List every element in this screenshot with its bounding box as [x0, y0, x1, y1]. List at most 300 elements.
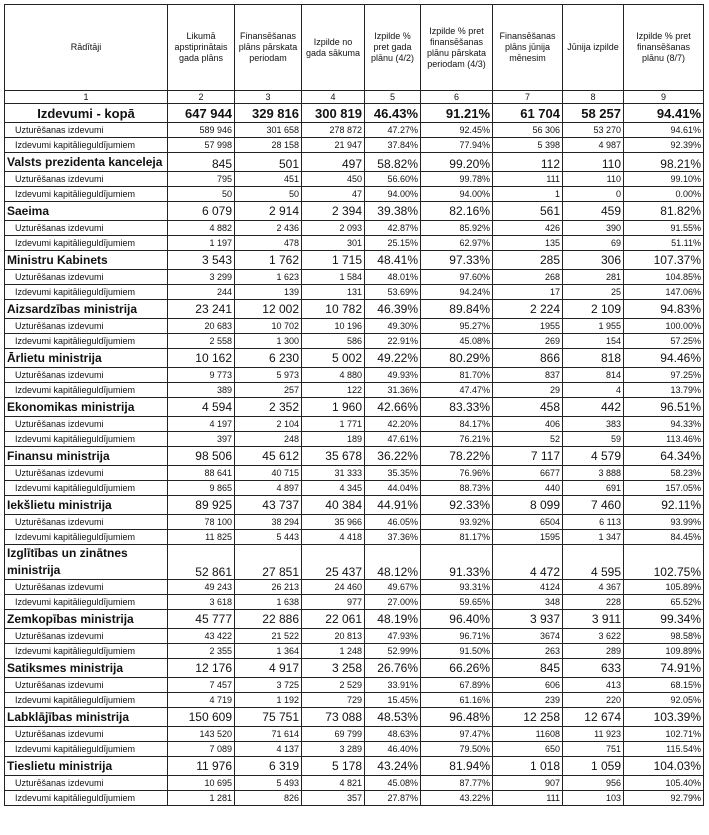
table-row-sub — [5, 319, 704, 334]
table-cell: 4 345 — [302, 481, 365, 496]
table-cell: 1 — [493, 187, 563, 202]
row-label: Uzturēšanas izdevumi — [5, 629, 168, 644]
table-cell: 65.52% — [624, 595, 704, 610]
table-cell: 4 197 — [168, 417, 235, 432]
table-cell: 110 — [563, 153, 624, 172]
table-cell: 43 737 — [235, 496, 302, 515]
row-label: Tieslietu ministrija — [5, 757, 168, 776]
header-cell: Finansēšanas plāns jūnija mēnesim — [493, 5, 563, 91]
table-cell: 244 — [168, 285, 235, 300]
table-cell: 5 493 — [235, 776, 302, 791]
table-cell: 8 099 — [493, 496, 563, 515]
column-number: 1 — [5, 91, 168, 104]
table-cell: 93.92% — [421, 515, 493, 530]
table-row-sub — [5, 172, 704, 187]
table-cell: 907 — [493, 776, 563, 791]
table-cell: 77.94% — [421, 138, 493, 153]
table-cell: 4 821 — [302, 776, 365, 791]
table-cell: 845 — [493, 659, 563, 678]
table-cell: 42.87% — [365, 221, 421, 236]
table-cell: 62.97% — [421, 236, 493, 251]
table-cell: 1 347 — [563, 530, 624, 545]
table-cell: 94.46% — [624, 349, 704, 368]
table-cell: 110 — [563, 172, 624, 187]
table-cell: 98.21% — [624, 153, 704, 172]
row-label: Izdevumi kapitālieguldījumiem — [5, 595, 168, 610]
table-cell: 269 — [493, 334, 563, 349]
table-cell: 45 777 — [168, 610, 235, 629]
table-cell: 69 — [563, 236, 624, 251]
table-cell: 729 — [302, 693, 365, 708]
table-cell: 94.41% — [624, 104, 704, 123]
table-cell: 12 674 — [563, 708, 624, 727]
table-row-sub — [5, 742, 704, 757]
table-row-group — [5, 349, 704, 368]
table-cell: 15.45% — [365, 693, 421, 708]
table-cell: 3 543 — [168, 251, 235, 270]
table-row-sub — [5, 417, 704, 432]
row-label: Uzturēšanas izdevumi — [5, 515, 168, 530]
table-cell: 1 638 — [235, 595, 302, 610]
table-cell: 95.27% — [421, 319, 493, 334]
table-cell: 826 — [235, 791, 302, 806]
table-cell: 1 281 — [168, 791, 235, 806]
table-row-sub — [5, 123, 704, 138]
table-cell: 71 614 — [235, 727, 302, 742]
table-cell: 4 — [563, 383, 624, 398]
table-cell: 956 — [563, 776, 624, 791]
table-row-sub — [5, 776, 704, 791]
table-cell: 5 443 — [235, 530, 302, 545]
row-label: Izdevumi kapitālieguldījumiem — [5, 236, 168, 251]
table-cell: 73 088 — [302, 708, 365, 727]
table-cell: 104.85% — [624, 270, 704, 285]
table-cell: 103 — [563, 791, 624, 806]
header-cell: Jūnija izpilde — [563, 5, 624, 91]
table-cell: 78.22% — [421, 447, 493, 466]
table-cell: 3 289 — [302, 742, 365, 757]
table-cell: 46.39% — [365, 300, 421, 319]
table-cell: 49.30% — [365, 319, 421, 334]
table-row-sub — [5, 221, 704, 236]
table-cell: 87.77% — [421, 776, 493, 791]
row-label: Izdevumi kapitālieguldījumiem — [5, 285, 168, 300]
row-label: Uzturēšanas izdevumi — [5, 417, 168, 432]
table-cell: 105.89% — [624, 580, 704, 595]
table-cell: 38 294 — [235, 515, 302, 530]
table-cell: 48.19% — [365, 610, 421, 629]
table-cell: 111 — [493, 791, 563, 806]
table-cell: 21 947 — [302, 138, 365, 153]
table-cell: 37.36% — [365, 530, 421, 545]
table-cell: 189 — [302, 432, 365, 447]
table-cell: 92.05% — [624, 693, 704, 708]
table-cell: 301 — [302, 236, 365, 251]
table-cell: 4124 — [493, 580, 563, 595]
table-cell: 1 955 — [563, 319, 624, 334]
table-cell: 4 594 — [168, 398, 235, 417]
table-cell: 561 — [493, 202, 563, 221]
table-cell: 3 618 — [168, 595, 235, 610]
table-cell: 97.47% — [421, 727, 493, 742]
table-cell: 85.92% — [421, 221, 493, 236]
row-label: Izglītības un zinātnes ministrija — [5, 545, 168, 580]
table-cell: 88 641 — [168, 466, 235, 481]
row-label: Finansu ministrija — [5, 447, 168, 466]
table-cell: 79.50% — [421, 742, 493, 757]
table-row-group — [5, 251, 704, 270]
table-cell: 35.35% — [365, 466, 421, 481]
table-cell: 5 973 — [235, 368, 302, 383]
table-cell: 53 270 — [563, 123, 624, 138]
table-cell: 107.37% — [624, 251, 704, 270]
table-cell: 57.25% — [624, 334, 704, 349]
table-cell: 22 886 — [235, 610, 302, 629]
table-row-group — [5, 545, 704, 580]
table-cell: 7 089 — [168, 742, 235, 757]
header-row — [5, 5, 704, 91]
table-cell: 1 197 — [168, 236, 235, 251]
table-cell: 96.48% — [421, 708, 493, 727]
row-label: Izdevumi kapitālieguldījumiem — [5, 187, 168, 202]
table-cell: 977 — [302, 595, 365, 610]
table-cell: 220 — [563, 693, 624, 708]
table-cell: 103.39% — [624, 708, 704, 727]
table-cell: 6504 — [493, 515, 563, 530]
table-cell: 102.71% — [624, 727, 704, 742]
row-label: Izdevumi kapitālieguldījumiem — [5, 791, 168, 806]
table-cell: 25.15% — [365, 236, 421, 251]
table-cell: 112 — [493, 153, 563, 172]
table-cell: 0 — [563, 187, 624, 202]
column-number: 4 — [302, 91, 365, 104]
table-cell: 285 — [493, 251, 563, 270]
budget-table — [4, 4, 704, 806]
table-cell: 4 579 — [563, 447, 624, 466]
header-cell: Izpilde % pret finansēšanas plānu pārskata periodam (4/3) — [421, 5, 493, 91]
table-cell: 866 — [493, 349, 563, 368]
table-row-group — [5, 757, 704, 776]
table-cell: 75 751 — [235, 708, 302, 727]
table-cell: 10 196 — [302, 319, 365, 334]
table-cell: 28 158 — [235, 138, 302, 153]
table-row-group — [5, 659, 704, 678]
table-cell: 2 558 — [168, 334, 235, 349]
table-row-sub — [5, 383, 704, 398]
table-cell: 58 257 — [563, 104, 624, 123]
table-cell: 45 612 — [235, 447, 302, 466]
table-cell: 633 — [563, 659, 624, 678]
table-cell: 49.93% — [365, 368, 421, 383]
table-cell: 122 — [302, 383, 365, 398]
table-cell: 52 861 — [168, 545, 235, 580]
table-cell: 406 — [493, 417, 563, 432]
row-label: Ministru Kabinets — [5, 251, 168, 270]
table-cell: 94.83% — [624, 300, 704, 319]
table-cell: 61.16% — [421, 693, 493, 708]
table-cell: 3 725 — [235, 678, 302, 693]
table-cell: 278 872 — [302, 123, 365, 138]
table-cell: 1 248 — [302, 644, 365, 659]
table-cell: 56 306 — [493, 123, 563, 138]
table-cell: 80.29% — [421, 349, 493, 368]
table-cell: 2 529 — [302, 678, 365, 693]
table-cell: 1 018 — [493, 757, 563, 776]
table-cell: 818 — [563, 349, 624, 368]
table-cell: 12 258 — [493, 708, 563, 727]
row-label: Uzturēšanas izdevumi — [5, 776, 168, 791]
table-cell: 3 911 — [563, 610, 624, 629]
table-cell: 5 398 — [493, 138, 563, 153]
table-cell: 43.24% — [365, 757, 421, 776]
table-cell: 300 819 — [302, 104, 365, 123]
table-cell: 49.67% — [365, 580, 421, 595]
table-cell: 11608 — [493, 727, 563, 742]
table-cell: 458 — [493, 398, 563, 417]
table-cell: 66.26% — [421, 659, 493, 678]
table-cell: 48.41% — [365, 251, 421, 270]
table-cell: 329 816 — [235, 104, 302, 123]
table-cell: 58.23% — [624, 466, 704, 481]
header-cell: Izpilde % pret finansēšanas plānu (8/7) — [624, 5, 704, 91]
table-cell: 3 299 — [168, 270, 235, 285]
row-label: Satiksmes ministrija — [5, 659, 168, 678]
table-cell: 143 520 — [168, 727, 235, 742]
table-cell: 4 719 — [168, 693, 235, 708]
table-row-sub — [5, 693, 704, 708]
table-cell: 98 506 — [168, 447, 235, 466]
table-cell: 59 — [563, 432, 624, 447]
table-cell: 2 352 — [235, 398, 302, 417]
row-label: Iekšlietu ministrija — [5, 496, 168, 515]
table-cell: 4 880 — [302, 368, 365, 383]
table-row-sub — [5, 285, 704, 300]
table-cell: 94.00% — [365, 187, 421, 202]
table-row-group — [5, 398, 704, 417]
table-cell: 61 704 — [493, 104, 563, 123]
table-cell: 47.93% — [365, 629, 421, 644]
table-cell: 22.91% — [365, 334, 421, 349]
table-cell: 20 813 — [302, 629, 365, 644]
table-cell: 44.91% — [365, 496, 421, 515]
table-cell: 92.39% — [624, 138, 704, 153]
table-cell: 1 715 — [302, 251, 365, 270]
table-cell: 606 — [493, 678, 563, 693]
table-row-sub — [5, 334, 704, 349]
table-cell: 6 319 — [235, 757, 302, 776]
table-cell: 84.17% — [421, 417, 493, 432]
table-cell: 58.82% — [365, 153, 421, 172]
row-label: Ekonomikas ministrija — [5, 398, 168, 417]
table-row-sub — [5, 515, 704, 530]
table-cell: 131 — [302, 285, 365, 300]
table-cell: 48.53% — [365, 708, 421, 727]
row-label: Aizsardzības ministrija — [5, 300, 168, 319]
table-cell: 105.40% — [624, 776, 704, 791]
table-cell: 92.45% — [421, 123, 493, 138]
table-cell: 49 243 — [168, 580, 235, 595]
table-cell: 450 — [302, 172, 365, 187]
table-cell: 35 678 — [302, 447, 365, 466]
table-cell: 239 — [493, 693, 563, 708]
table-cell: 3 937 — [493, 610, 563, 629]
table-cell: 94.61% — [624, 123, 704, 138]
table-cell: 111 — [493, 172, 563, 187]
table-row-sub — [5, 595, 704, 610]
table-cell: 96.71% — [421, 629, 493, 644]
table-cell: 47 — [302, 187, 365, 202]
table-cell: 7 117 — [493, 447, 563, 466]
table-cell: 47.27% — [365, 123, 421, 138]
table-cell: 5 178 — [302, 757, 365, 776]
table-cell: 139 — [235, 285, 302, 300]
column-number: 3 — [235, 91, 302, 104]
table-cell: 1 762 — [235, 251, 302, 270]
table-cell: 27.87% — [365, 791, 421, 806]
table-cell: 4 472 — [493, 545, 563, 580]
table-cell: 7 460 — [563, 496, 624, 515]
row-label: Uzturēšanas izdevumi — [5, 270, 168, 285]
table-cell: 281 — [563, 270, 624, 285]
table-cell: 228 — [563, 595, 624, 610]
table-cell: 31 333 — [302, 466, 365, 481]
table-cell: 11 825 — [168, 530, 235, 545]
row-label: Uzturēšanas izdevumi — [5, 580, 168, 595]
table-cell: 268 — [493, 270, 563, 285]
column-number: 2 — [168, 91, 235, 104]
row-label: Zemkopības ministrija — [5, 610, 168, 629]
table-cell: 459 — [563, 202, 624, 221]
table-cell: 157.05% — [624, 481, 704, 496]
row-label: Uzturēšanas izdevumi — [5, 123, 168, 138]
table-cell: 451 — [235, 172, 302, 187]
table-cell: 48.12% — [365, 545, 421, 580]
table-cell: 1 192 — [235, 693, 302, 708]
row-label: Izdevumi kapitālieguldījumiem — [5, 432, 168, 447]
header-cell: Rādītāji — [5, 5, 168, 91]
table-cell: 2 109 — [563, 300, 624, 319]
table-cell: 93.99% — [624, 515, 704, 530]
table-cell: 10 695 — [168, 776, 235, 791]
table-cell: 50 — [168, 187, 235, 202]
table-row-group — [5, 300, 704, 319]
table-cell: 25 — [563, 285, 624, 300]
row-label: Saeima — [5, 202, 168, 221]
table-cell: 23 241 — [168, 300, 235, 319]
column-number: 5 — [365, 91, 421, 104]
table-cell: 44.04% — [365, 481, 421, 496]
row-label: Uzturēšanas izdevumi — [5, 678, 168, 693]
table-cell: 96.40% — [421, 610, 493, 629]
table-cell: 68.15% — [624, 678, 704, 693]
table-cell: 440 — [493, 481, 563, 496]
table-cell: 84.45% — [624, 530, 704, 545]
table-cell: 289 — [563, 644, 624, 659]
table-row-group — [5, 496, 704, 515]
table-cell: 100.00% — [624, 319, 704, 334]
table-cell: 795 — [168, 172, 235, 187]
table-cell: 56.60% — [365, 172, 421, 187]
table-cell: 4 917 — [235, 659, 302, 678]
row-label: Izdevumi - kopā — [5, 104, 168, 123]
table-cell: 115.54% — [624, 742, 704, 757]
table-cell: 48.63% — [365, 727, 421, 742]
table-cell: 99.20% — [421, 153, 493, 172]
table-cell: 2 104 — [235, 417, 302, 432]
table-cell: 97.25% — [624, 368, 704, 383]
table-cell: 92.11% — [624, 496, 704, 515]
column-number: 7 — [493, 91, 563, 104]
table-cell: 47.61% — [365, 432, 421, 447]
table-cell: 81.82% — [624, 202, 704, 221]
row-label: Uzturēšanas izdevumi — [5, 466, 168, 481]
table-cell: 36.22% — [365, 447, 421, 466]
table-cell: 837 — [493, 368, 563, 383]
table-cell: 78 100 — [168, 515, 235, 530]
table-cell: 248 — [235, 432, 302, 447]
table-cell: 10 702 — [235, 319, 302, 334]
table-cell: 98.58% — [624, 629, 704, 644]
table-cell: 3 258 — [302, 659, 365, 678]
table-cell: 6677 — [493, 466, 563, 481]
table-cell: 27 851 — [235, 545, 302, 580]
table-cell: 1595 — [493, 530, 563, 545]
table-cell: 26 213 — [235, 580, 302, 595]
table-cell: 21 522 — [235, 629, 302, 644]
row-label: Izdevumi kapitālieguldījumiem — [5, 530, 168, 545]
table-cell: 20 683 — [168, 319, 235, 334]
table-cell: 1 059 — [563, 757, 624, 776]
table-cell: 6 079 — [168, 202, 235, 221]
table-cell: 67.89% — [421, 678, 493, 693]
table-cell: 2 436 — [235, 221, 302, 236]
table-cell: 81.94% — [421, 757, 493, 776]
table-cell: 109.89% — [624, 644, 704, 659]
table-cell: 2 224 — [493, 300, 563, 319]
row-label: Uzturēšanas izdevumi — [5, 221, 168, 236]
table-cell: 45.08% — [421, 334, 493, 349]
table-cell: 49.22% — [365, 349, 421, 368]
table-cell: 135 — [493, 236, 563, 251]
table-cell: 89.84% — [421, 300, 493, 319]
column-number-row — [5, 91, 704, 104]
table-cell: 82.16% — [421, 202, 493, 221]
table-cell: 92.33% — [421, 496, 493, 515]
table-cell: 42.20% — [365, 417, 421, 432]
table-row-sub — [5, 580, 704, 595]
table-row-sub — [5, 629, 704, 644]
table-cell: 94.00% — [421, 187, 493, 202]
row-label: Izdevumi kapitālieguldījumiem — [5, 693, 168, 708]
table-cell: 94.24% — [421, 285, 493, 300]
row-label: Labklājības ministrija — [5, 708, 168, 727]
table-cell: 104.03% — [624, 757, 704, 776]
table-cell: 88.73% — [421, 481, 493, 496]
table-cell: 150 609 — [168, 708, 235, 727]
table-cell: 154 — [563, 334, 624, 349]
table-cell: 47.47% — [421, 383, 493, 398]
table-row-group — [5, 153, 704, 172]
table-row-sub — [5, 678, 704, 693]
table-cell: 89 925 — [168, 496, 235, 515]
table-cell: 113.46% — [624, 432, 704, 447]
table-cell: 50 — [235, 187, 302, 202]
table-cell: 2 394 — [302, 202, 365, 221]
table-cell: 390 — [563, 221, 624, 236]
row-label: Izdevumi kapitālieguldījumiem — [5, 138, 168, 153]
table-cell: 91.21% — [421, 104, 493, 123]
table-cell: 40 715 — [235, 466, 302, 481]
